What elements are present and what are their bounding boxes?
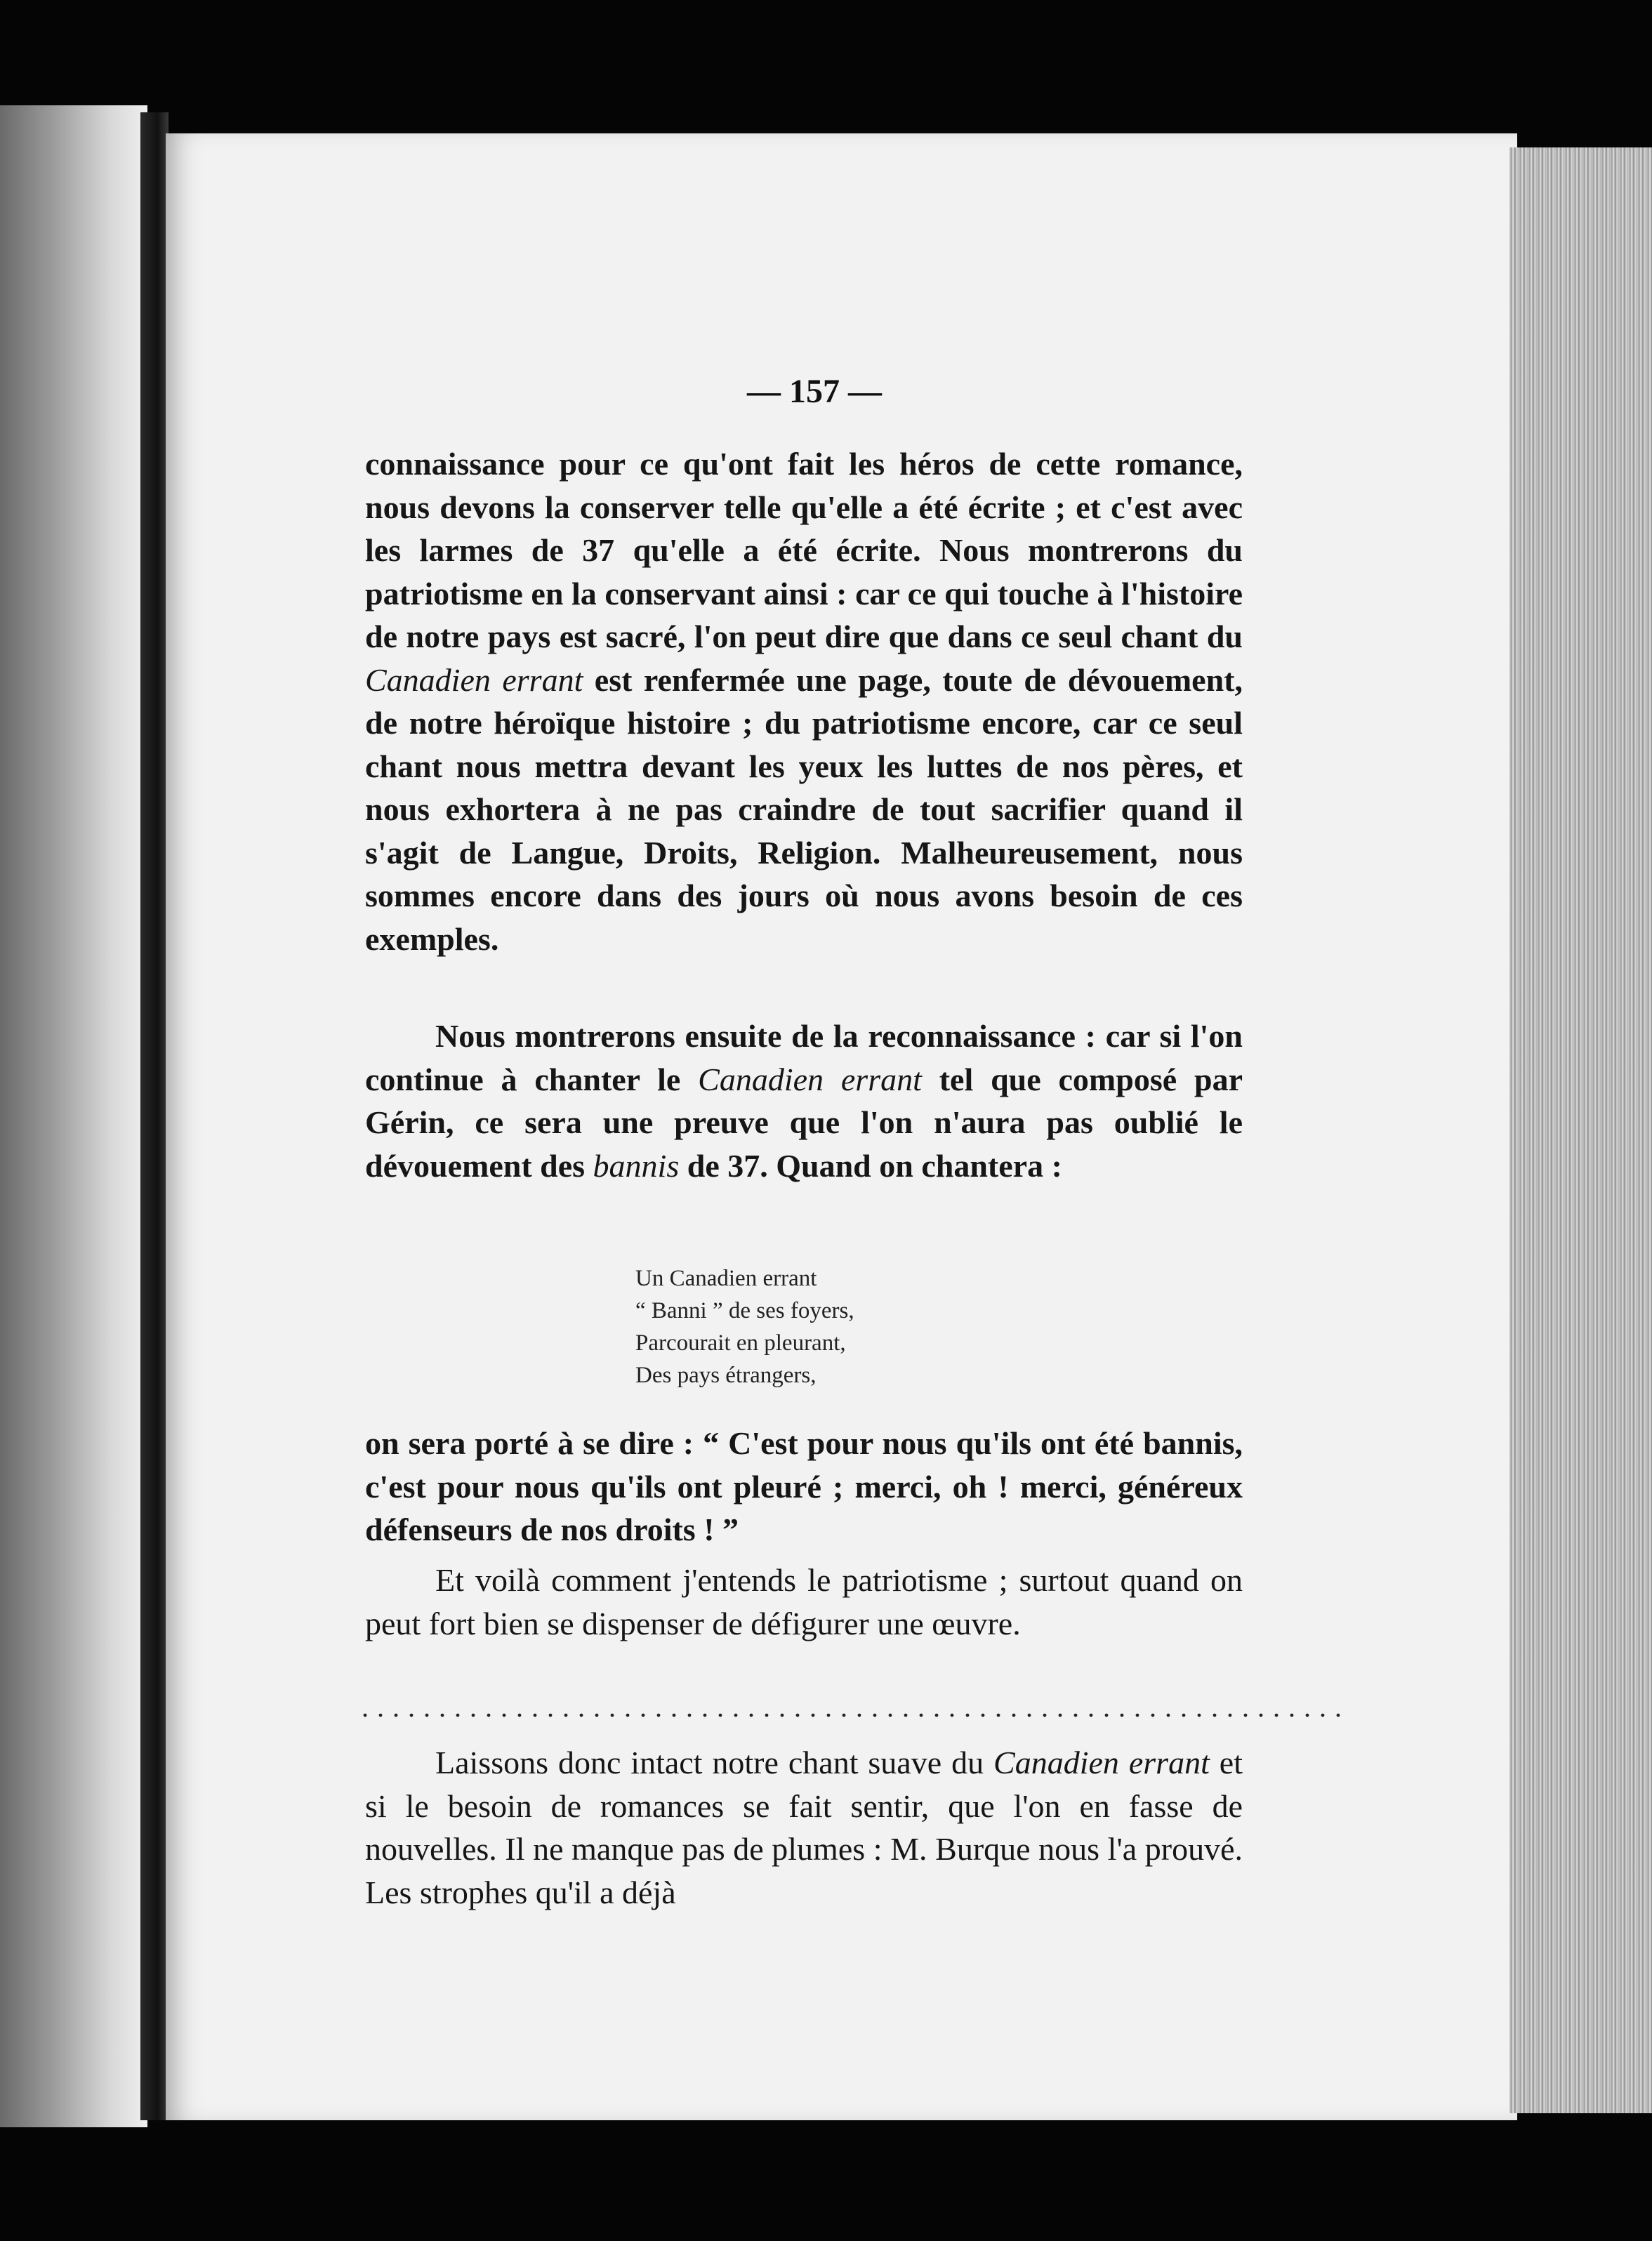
paragraph-2 xyxy=(365,1014,1243,1187)
song-title: Canadien errant xyxy=(993,1745,1210,1780)
paragraph-5-text-a: Laissons donc intact notre chant suave du xyxy=(435,1745,994,1780)
paragraph-4-text: Et voilà comment j'entends le patriotisme ; surtout quand on peut fort bien se dispenser de défigurer une œuvre. xyxy=(365,1562,1243,1641)
paragraph-2-text-c: de 37. Quand on chantera : xyxy=(679,1147,1062,1184)
verse-line: Un Canadien errant xyxy=(635,1266,817,1291)
song-title: Canadien errant xyxy=(698,1061,922,1097)
verse-line: Des pays étrangers, xyxy=(635,1363,817,1388)
song-title: Canadien errant xyxy=(365,661,583,698)
verse-line: Parcourait en pleurant, xyxy=(635,1330,846,1356)
emphasis-bannis: bannis xyxy=(593,1147,680,1184)
paragraph-5 xyxy=(365,1741,1243,1914)
paragraph-3-text: on sera porté à se dire : “ C'est pour nous qu'ils ont été bannis, c'est pour nous qu'ils ont pleuré ; merci, oh ! merci, généreux défenseurs de nos droits ! ” xyxy=(365,1425,1243,1547)
paragraph-1-text-b: est renfermée une page, toute de dévouement, de notre héroïque histoire ; du patriotisme encore, car ce seul chant nous mettra devant les yeux les luttes de nos pères, et nous exhortera à ne pas craindre de tout sacrifier quand il s'agit de Langue, Droits, Religion. Malheureusement, nous sommes encore dans des jours où nous avons besoin de ces exemples. xyxy=(365,661,1243,957)
page-stack-edge xyxy=(1509,147,1652,2113)
left-page-edge xyxy=(0,105,147,2127)
paragraph-1-text-a: connaissance pour ce qu'ont fait les héros de cette romance, nous devons la conserver telle qu'elle a été écrite ; et c'est avec les larmes de 37 qu'elle a été écrite. Nous montrerons du patriotisme en la conservant ainsi : car ce qui touche à l'histoire de notre pays est sacré, l'on peut dire que dans ce seul chant du xyxy=(365,446,1243,654)
paragraph-3 xyxy=(365,1422,1243,1552)
paragraph-2-text-a: Nous montrerons ensuite de la reconnaissance : car si l'on continue à chanter le xyxy=(365,1018,1243,1097)
book-gutter xyxy=(140,112,168,2120)
paragraph-4 xyxy=(365,1559,1243,1645)
verse-line: “ Banni ” de ses foyers, xyxy=(635,1298,854,1323)
section-divider-dots: ................................................................ xyxy=(362,1691,1350,1723)
verse-quote xyxy=(635,1262,1057,1391)
page-number: — 157 — xyxy=(747,373,882,410)
paragraph-5-text-b: et si le besoin de romances se fait sentir, que l'on en fasse de nouvelles. Il ne manque pas de plumes : M. Burque nous l'a prouvé. Les strophes qu'il a déjà xyxy=(365,1745,1243,1910)
paragraph-1 xyxy=(365,442,1243,960)
paragraph-2-text-b: tel que composé par Gérin, ce sera une preuve que l'on n'aura pas oublié le dévouement des xyxy=(365,1061,1243,1184)
